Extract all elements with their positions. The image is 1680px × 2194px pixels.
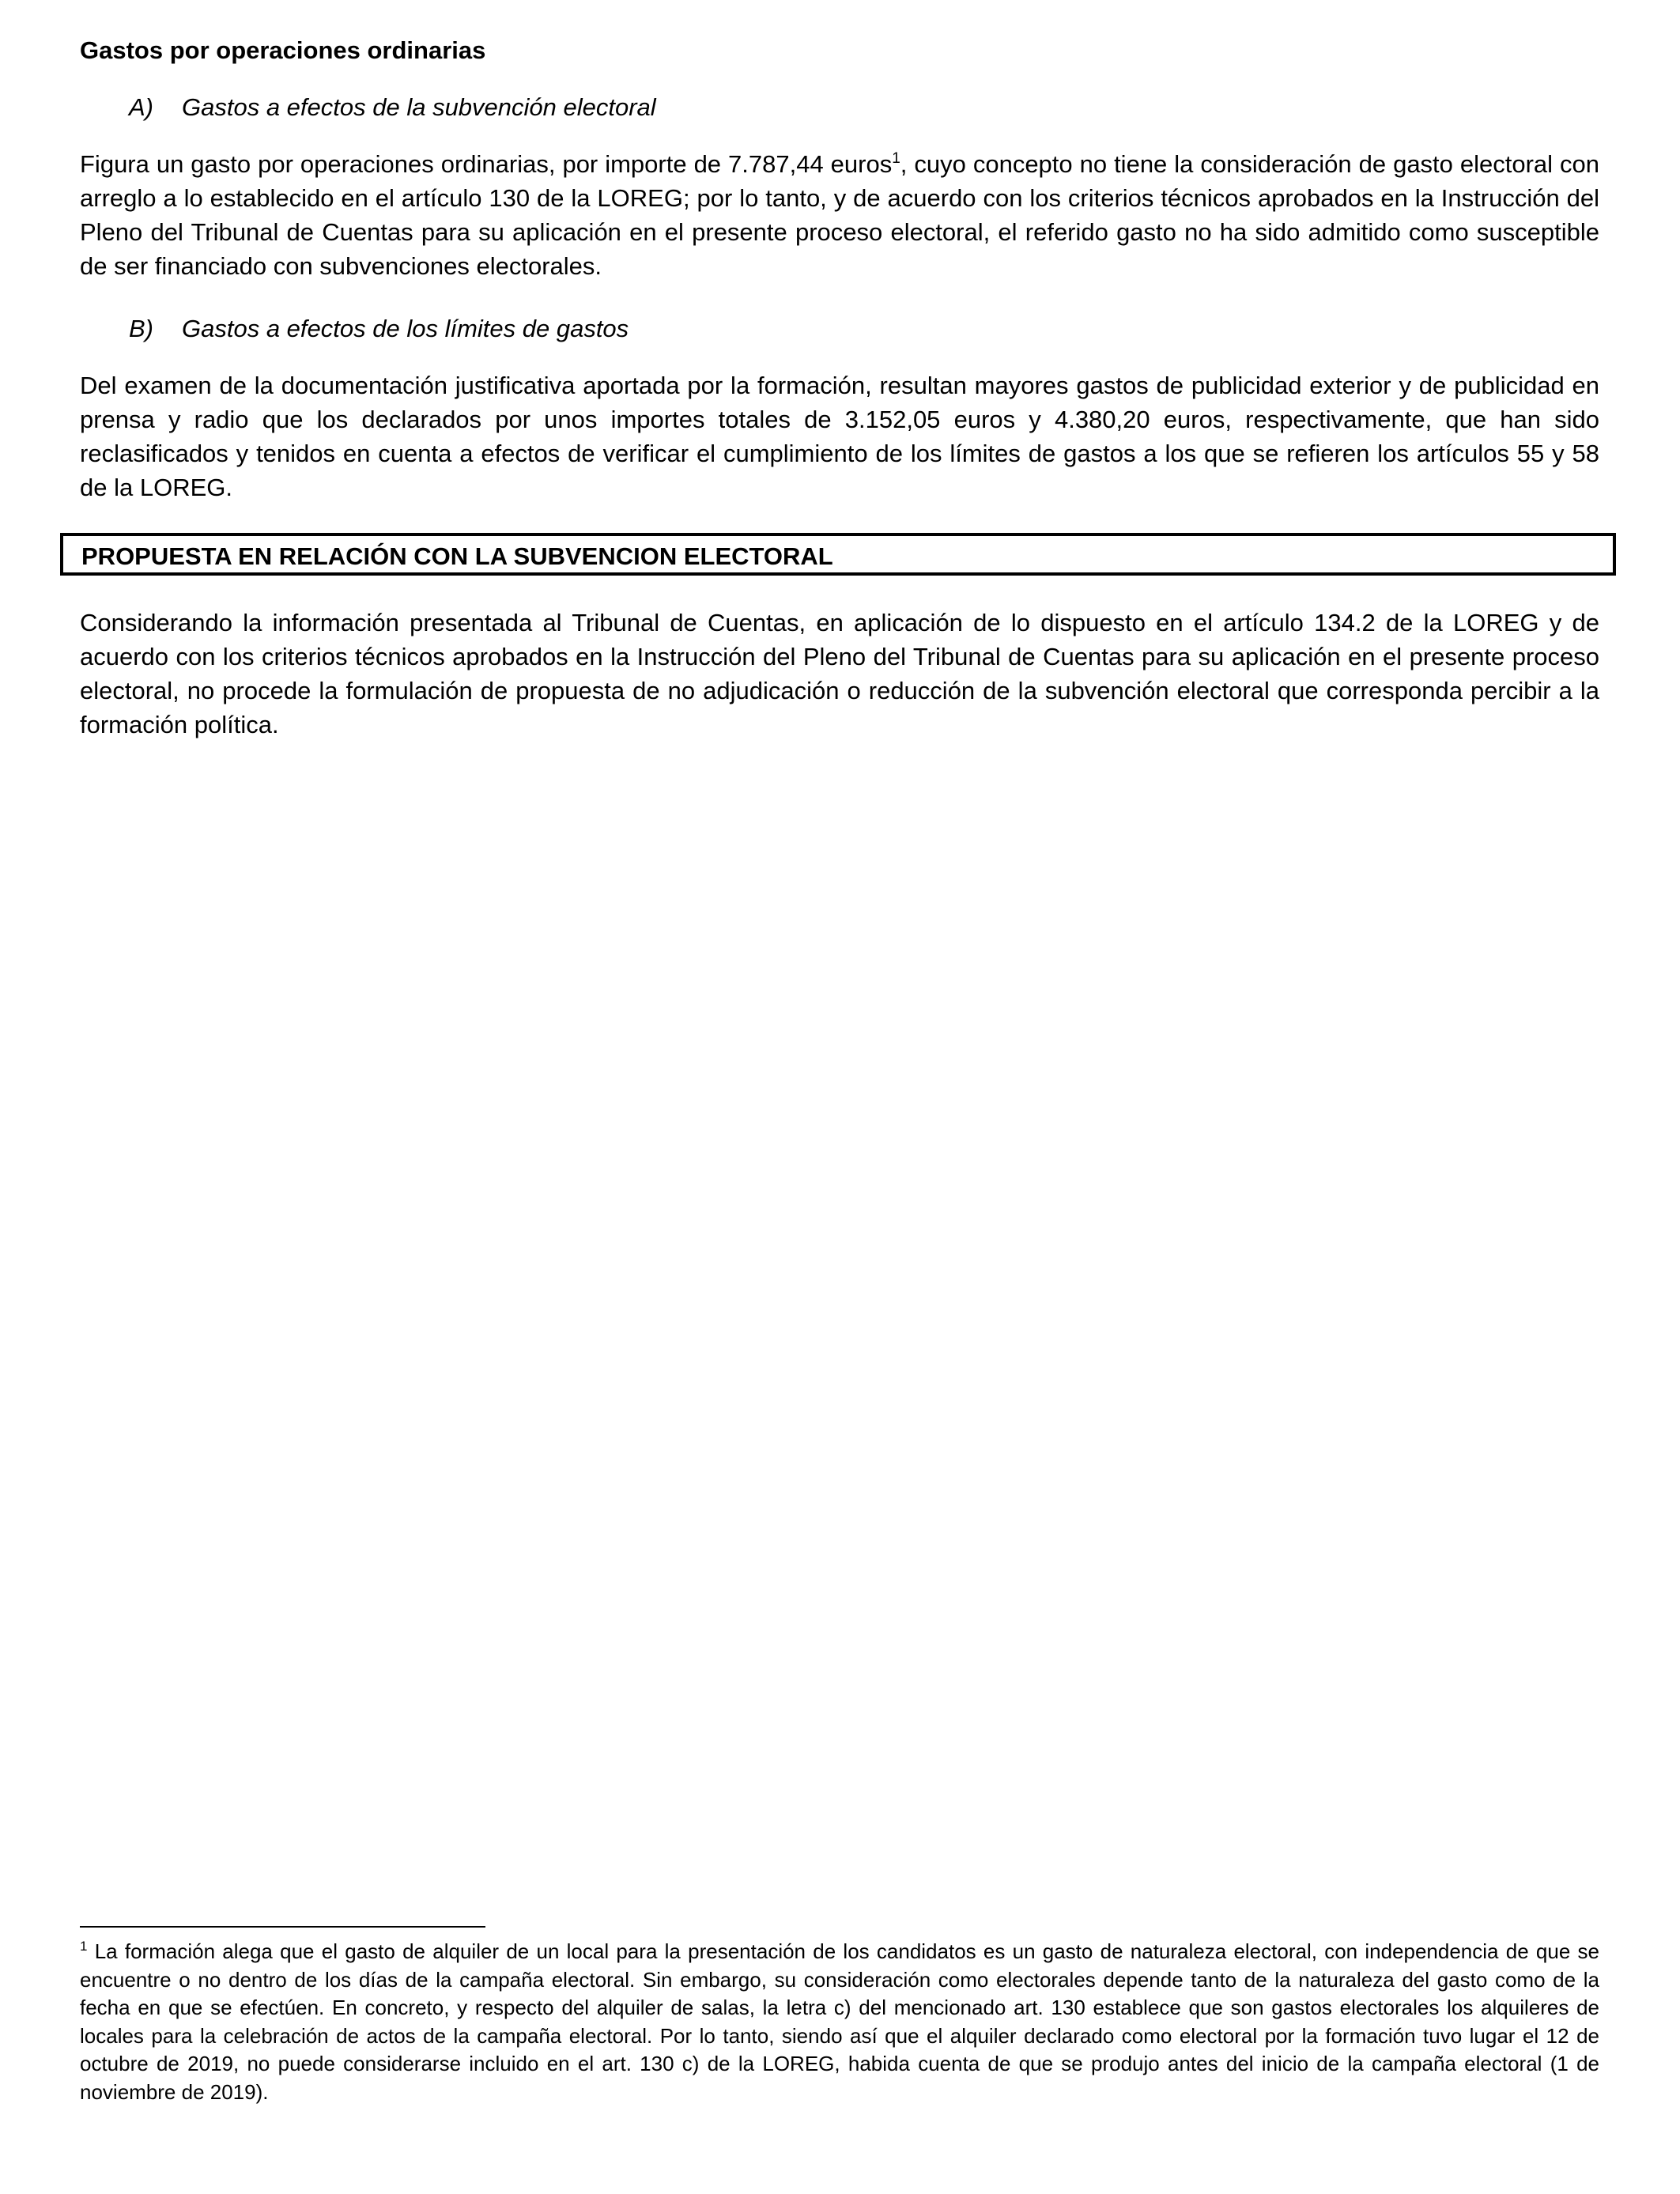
footnote-separator — [80, 1926, 485, 1928]
subsection-b-heading — [129, 313, 629, 345]
section-heading: Gastos por operaciones ordinarias — [80, 36, 486, 64]
subsection-b-title: Gastos a efectos de los límites de gastos — [182, 315, 629, 342]
subsection-a-heading — [129, 92, 656, 123]
subsection-b-paragraph: Del examen de la documentación justificativa aportada por la formación, resultan mayores gastos de publicidad exterior y de publicidad en prensa y radio que los declarados por unos importes totales de 3.152,05 euros y 4.380,20 euros, respectivamente, que han sido reclasificados y tenidos en cuenta a efectos de verificar el cumplimiento de los límites de gastos a los que se refieren los artículos 55 y 58 de la LOREG. — [80, 372, 1599, 501]
subsection-a-letter: A) — [129, 93, 153, 121]
footnote-reference[interactable]: 1 — [892, 150, 900, 167]
subsection-a-text-end: , cuyo concepto no tiene la consideración de gasto electoral con arreglo a lo establecido en el artículo 130 de la LOREG; por lo tanto, y de acuerdo con los criterios técnicos aprobados en la Instrucción del Pleno del Tribunal de Cuentas para su aplicación en el presente proceso electoral, el referido gasto no ha sido admitido como susceptible de ser financiado con subvenciones electorales. — [80, 150, 1600, 280]
proposal-title-box — [60, 533, 1616, 576]
subsection-a-title: Gastos a efectos de la subvención electoral — [182, 93, 656, 121]
footnote-text: La formación alega que el gasto de alquiler de un local para la presentación de los candidatos es un gasto de naturaleza electoral, con independencia de que se encuentre o no dentro de los días de la campaña electoral. Sin embargo, su consideración como electorales depende tanto de la naturaleza del gasto como de la fecha en que se efectúen. En concreto, y respecto del alquiler de salas, la letra c) del mencionado art. 130 establece que son gastos electorales los alquileres de locales para la celebración de actos de la campaña electoral. Por lo tanto, siendo así que el alquiler declarado como electoral por la formación tuvo lugar el 12 de octubre de 2019, no puede considerarse incluido en el art. 130 c) de la LOREG, habida cuenta de que se produjo antes del inicio de la campaña electoral (1 de noviembre de 2019). — [80, 1939, 1599, 2104]
subsection-b-letter: B) — [129, 315, 153, 342]
footnote-number: 1 — [80, 1939, 88, 1954]
proposal-title: PROPUESTA EN RELACIÓN CON LA SUBVENCION ELECTORAL — [81, 542, 833, 570]
proposal-paragraph: Considerando la información presentada al Tribunal de Cuentas, en aplicación de lo dispuesto en el artículo 134.2 de la LOREG y de acuerdo con los criterios técnicos aprobados en la Instrucción del Pleno del Tribunal de Cuentas para su aplicación en el presente proceso electoral, no procede la formulación de propuesta de no adjudicación o reducción de la subvención electoral que corresponda percibir a la formación política. — [80, 609, 1599, 738]
subsection-a-text-start: Figura un gasto por operaciones ordinarias, por importe de 7.787,44 euros — [80, 150, 893, 178]
footnote — [80, 1938, 1599, 2106]
subsection-a-paragraph — [80, 147, 1599, 283]
